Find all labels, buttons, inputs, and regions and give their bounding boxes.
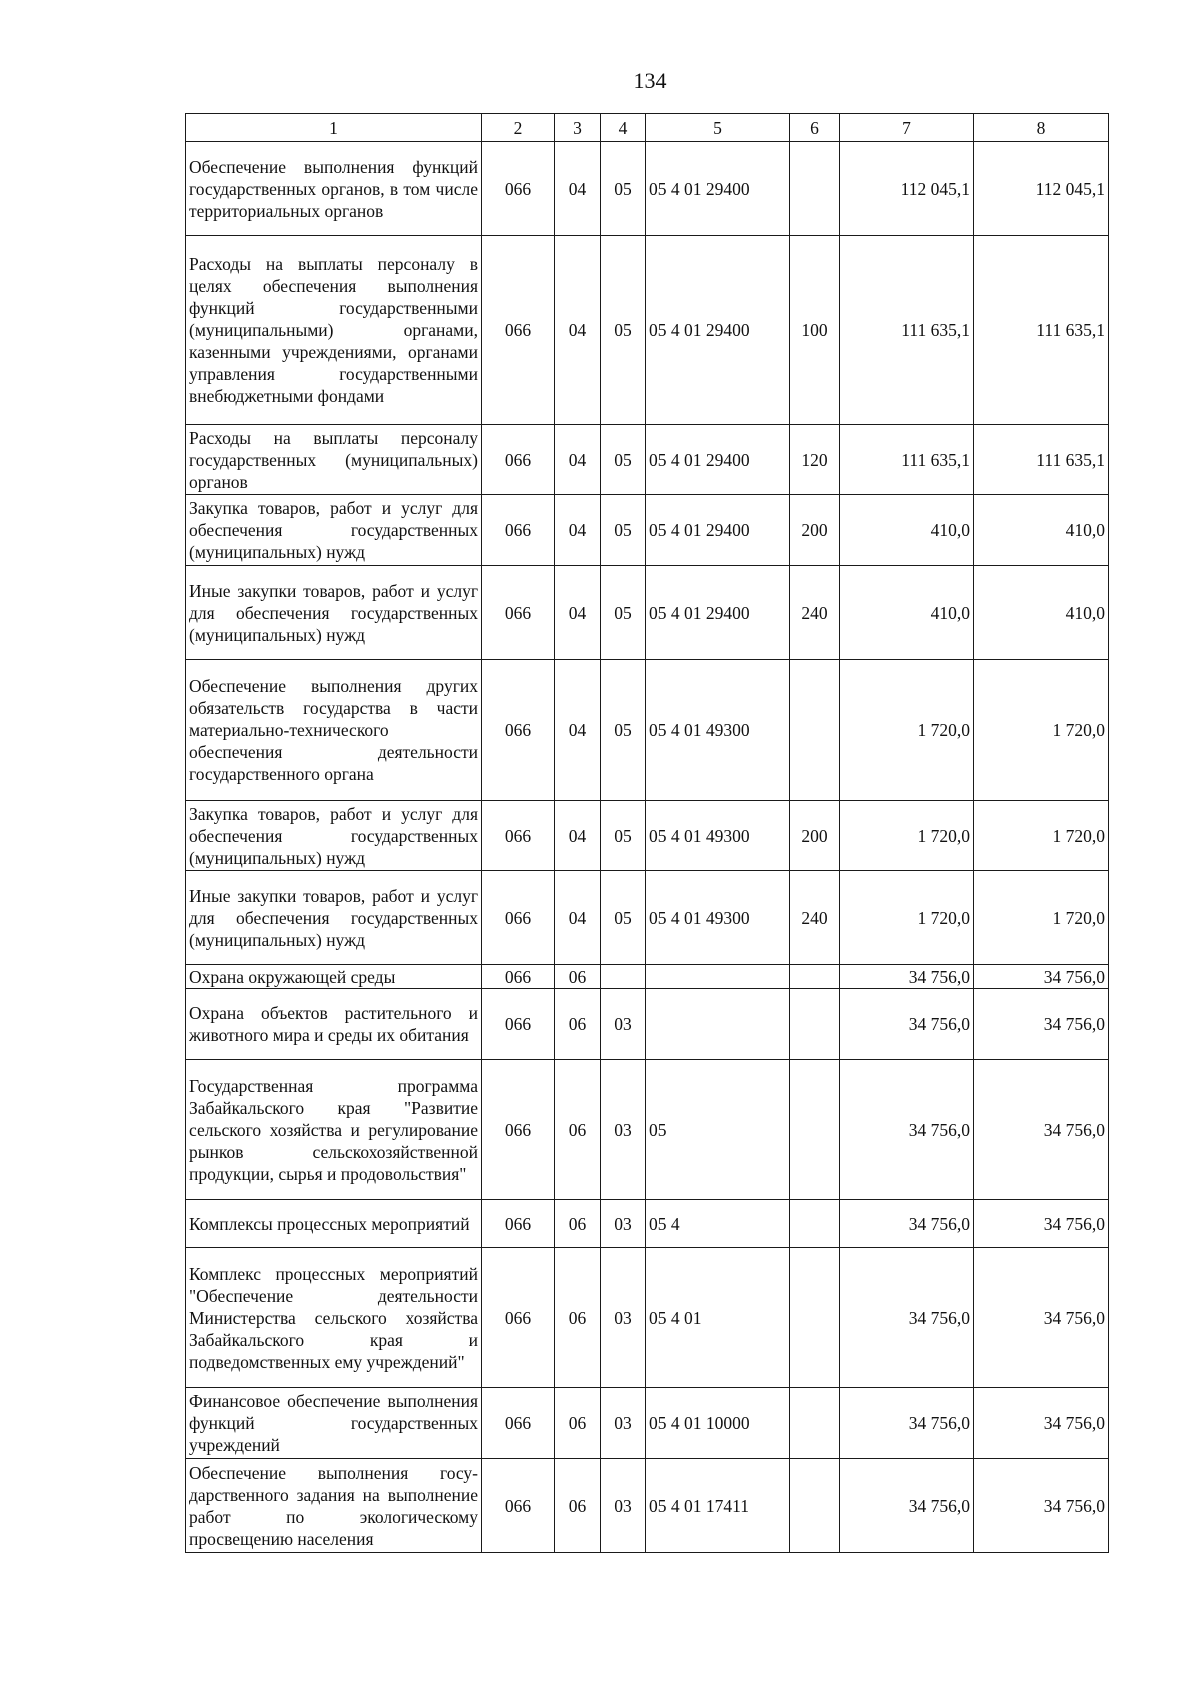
header-col-8: 8 xyxy=(974,114,1109,142)
amount-col-7: 34 756,0 xyxy=(840,1388,974,1459)
target-item-code: 05 4 01 29400 xyxy=(646,566,790,660)
ministry-code: 066 xyxy=(482,425,555,495)
target-item-code xyxy=(646,965,790,989)
amount-col-7: 34 756,0 xyxy=(840,1060,974,1200)
amount-col-8: 34 756,0 xyxy=(974,1388,1109,1459)
section-code: 06 xyxy=(555,989,601,1060)
subsection-code: 05 xyxy=(601,871,646,965)
section-code: 06 xyxy=(555,1388,601,1459)
target-item-code: 05 4 01 17411 xyxy=(646,1459,790,1553)
target-item-code: 05 4 01 49300 xyxy=(646,660,790,801)
subsection-code: 05 xyxy=(601,495,646,566)
header-col-2: 2 xyxy=(482,114,555,142)
section-code: 04 xyxy=(555,871,601,965)
ministry-code: 066 xyxy=(482,566,555,660)
expense-type-code: 100 xyxy=(790,236,840,425)
subsection-code: 05 xyxy=(601,425,646,495)
amount-col-7: 34 756,0 xyxy=(840,989,974,1060)
table-body xyxy=(186,142,1109,1553)
target-item-code: 05 xyxy=(646,1060,790,1200)
amount-col-7: 1 720,0 xyxy=(840,871,974,965)
amount-col-7: 34 756,0 xyxy=(840,1459,974,1553)
expense-type-code: 200 xyxy=(790,801,840,871)
amount-col-8: 1 720,0 xyxy=(974,660,1109,801)
amount-col-8: 34 756,0 xyxy=(974,1248,1109,1388)
header-col-3: 3 xyxy=(555,114,601,142)
expense-type-code xyxy=(790,1459,840,1553)
amount-col-8: 34 756,0 xyxy=(974,989,1109,1060)
table-row xyxy=(186,1388,1109,1459)
amount-col-7: 1 720,0 xyxy=(840,660,974,801)
ministry-code: 066 xyxy=(482,1200,555,1248)
expense-type-code: 240 xyxy=(790,871,840,965)
section-code: 04 xyxy=(555,236,601,425)
amount-col-8: 111 635,1 xyxy=(974,425,1109,495)
subsection-code xyxy=(601,965,646,989)
amount-col-8: 410,0 xyxy=(974,566,1109,660)
expense-name: Иные закупки товаров, работ и услуг для обеспечения государственных (муниципальных) нужд xyxy=(186,871,482,965)
expense-type-code xyxy=(790,1388,840,1459)
section-code: 04 xyxy=(555,801,601,871)
subsection-code: 05 xyxy=(601,566,646,660)
section-code: 06 xyxy=(555,1248,601,1388)
section-code: 06 xyxy=(555,1459,601,1553)
target-item-code: 05 4 01 xyxy=(646,1248,790,1388)
target-item-code xyxy=(646,989,790,1060)
ministry-code: 066 xyxy=(482,1060,555,1200)
expense-type-code: 240 xyxy=(790,566,840,660)
expense-name: Комплексы процессных мероприятий xyxy=(186,1200,482,1248)
ministry-code: 066 xyxy=(482,660,555,801)
amount-col-8: 34 756,0 xyxy=(974,1459,1109,1553)
table-row xyxy=(186,801,1109,871)
subsection-code: 03 xyxy=(601,1200,646,1248)
amount-col-8: 1 720,0 xyxy=(974,801,1109,871)
subsection-code: 05 xyxy=(601,660,646,801)
header-col-4: 4 xyxy=(601,114,646,142)
table-row xyxy=(186,989,1109,1060)
subsection-code: 03 xyxy=(601,1248,646,1388)
ministry-code: 066 xyxy=(482,142,555,236)
subsection-code: 03 xyxy=(601,1459,646,1553)
ministry-code: 066 xyxy=(482,495,555,566)
header-col-1: 1 xyxy=(186,114,482,142)
header-col-5: 5 xyxy=(646,114,790,142)
ministry-code: 066 xyxy=(482,989,555,1060)
target-item-code: 05 4 01 49300 xyxy=(646,801,790,871)
ministry-code: 066 xyxy=(482,1459,555,1553)
expense-name: Закупка товаров, работ и услуг для обеспечения государственных (муниципальных) нужд xyxy=(186,495,482,566)
expense-name: Государственная программа Забайкальского края "Развитие сельского хозяйства и регулирование рынков сельскохозяйственной продукции, сырья и продовольствия" xyxy=(186,1060,482,1200)
expense-name: Обеспечение выполнения других обязательств государства в части материально-технического обеспечения деятельности государственного органа xyxy=(186,660,482,801)
table-row xyxy=(186,1060,1109,1200)
amount-col-8: 410,0 xyxy=(974,495,1109,566)
ministry-code: 066 xyxy=(482,965,555,989)
target-item-code: 05 4 xyxy=(646,1200,790,1248)
expense-name: Расходы на выплаты персоналу в целях обеспечения выполнения функций государственными (муниципальными) органами, казенными учреждениями, органами управления государственными внебюджетными фондами xyxy=(186,236,482,425)
table-row xyxy=(186,1200,1109,1248)
expense-type-code xyxy=(790,965,840,989)
expense-name: Комплекс процессных мероприятий "Обеспечение деятельности Министерства сельского хозяйства Забайкальского края и подведомственных ему учреждений" xyxy=(186,1248,482,1388)
table-row xyxy=(186,965,1109,989)
amount-col-8: 34 756,0 xyxy=(974,1060,1109,1200)
amount-col-7: 34 756,0 xyxy=(840,1200,974,1248)
subsection-code: 03 xyxy=(601,1060,646,1200)
expense-name: Иные закупки товаров, работ и услуг для обеспечения государственных (муниципальных) нужд xyxy=(186,566,482,660)
section-code: 06 xyxy=(555,965,601,989)
target-item-code: 05 4 01 49300 xyxy=(646,871,790,965)
table-header xyxy=(186,114,1109,142)
table-row xyxy=(186,1459,1109,1553)
section-code: 04 xyxy=(555,566,601,660)
expense-type-code xyxy=(790,1248,840,1388)
table-row xyxy=(186,142,1109,236)
table-row xyxy=(186,566,1109,660)
amount-col-7: 410,0 xyxy=(840,566,974,660)
amount-col-8: 34 756,0 xyxy=(974,965,1109,989)
table-row xyxy=(186,236,1109,425)
target-item-code: 05 4 01 10000 xyxy=(646,1388,790,1459)
amount-col-8: 34 756,0 xyxy=(974,1200,1109,1248)
table-row xyxy=(186,1248,1109,1388)
expense-name: Закупка товаров, работ и услуг для обеспечения государственных (муниципальных) нужд xyxy=(186,801,482,871)
expense-name: Финансовое обеспечение выполнения функций государственных учреждений xyxy=(186,1388,482,1459)
ministry-code: 066 xyxy=(482,1248,555,1388)
expense-name: Расходы на выплаты персоналу государственных (муниципальных) органов xyxy=(186,425,482,495)
subsection-code: 05 xyxy=(601,236,646,425)
amount-col-8: 111 635,1 xyxy=(974,236,1109,425)
target-item-code: 05 4 01 29400 xyxy=(646,495,790,566)
ministry-code: 066 xyxy=(482,801,555,871)
expense-name: Охрана объектов растительного и животного мира и среды их обитания xyxy=(186,989,482,1060)
expense-type-code xyxy=(790,660,840,801)
amount-col-7: 111 635,1 xyxy=(840,425,974,495)
budget-table xyxy=(185,113,1109,1553)
amount-col-7: 111 635,1 xyxy=(840,236,974,425)
target-item-code: 05 4 01 29400 xyxy=(646,142,790,236)
header-row xyxy=(186,114,1109,142)
subsection-code: 05 xyxy=(601,142,646,236)
ministry-code: 066 xyxy=(482,1388,555,1459)
section-code: 06 xyxy=(555,1060,601,1200)
section-code: 04 xyxy=(555,660,601,801)
amount-col-7: 34 756,0 xyxy=(840,1248,974,1388)
expense-type-code xyxy=(790,1060,840,1200)
table-row xyxy=(186,871,1109,965)
expense-type-code xyxy=(790,989,840,1060)
ministry-code: 066 xyxy=(482,236,555,425)
ministry-code: 066 xyxy=(482,871,555,965)
expense-type-code xyxy=(790,142,840,236)
section-code: 04 xyxy=(555,142,601,236)
table-row xyxy=(186,495,1109,566)
section-code: 04 xyxy=(555,495,601,566)
target-item-code: 05 4 01 29400 xyxy=(646,236,790,425)
table-row xyxy=(186,660,1109,801)
amount-col-7: 112 045,1 xyxy=(840,142,974,236)
table-row xyxy=(186,425,1109,495)
amount-col-7: 410,0 xyxy=(840,495,974,566)
header-col-6: 6 xyxy=(790,114,840,142)
expense-type-code: 120 xyxy=(790,425,840,495)
section-code: 04 xyxy=(555,425,601,495)
expense-name: Обеспечение выполнения функций государственных органов, в том числе территориальных органов xyxy=(186,142,482,236)
subsection-code: 03 xyxy=(601,989,646,1060)
page-number: 134 xyxy=(633,68,667,93)
subsection-code: 05 xyxy=(601,801,646,871)
section-code: 06 xyxy=(555,1200,601,1248)
expense-type-code: 200 xyxy=(790,495,840,566)
header-col-7: 7 xyxy=(840,114,974,142)
expense-name: Охрана окружающей среды xyxy=(186,965,482,989)
expense-name: Обеспечение выполнения государственного задания на выполнение работ по экологическому просвещению населения xyxy=(186,1459,482,1553)
amount-col-7: 34 756,0 xyxy=(840,965,974,989)
amount-col-8: 112 045,1 xyxy=(974,142,1109,236)
target-item-code: 05 4 01 29400 xyxy=(646,425,790,495)
subsection-code: 03 xyxy=(601,1388,646,1459)
amount-col-7: 1 720,0 xyxy=(840,801,974,871)
expense-type-code xyxy=(790,1200,840,1248)
amount-col-8: 1 720,0 xyxy=(974,871,1109,965)
